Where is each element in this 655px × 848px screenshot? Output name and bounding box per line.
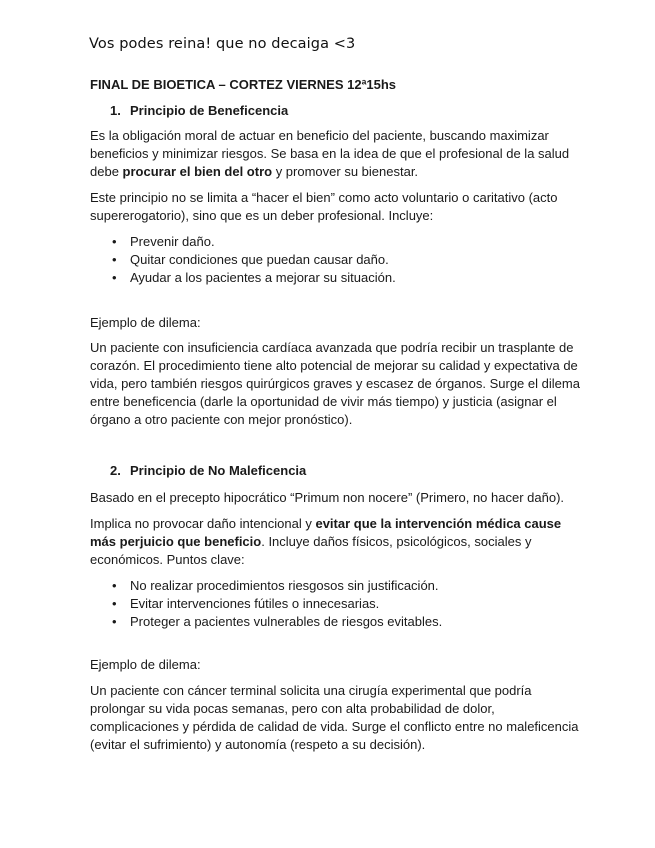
example-label: Ejemplo de dilema: bbox=[90, 315, 201, 330]
section-heading-no-maleficencia bbox=[110, 463, 306, 478]
paragraph-no-maleficencia-definition bbox=[90, 515, 580, 569]
list-item: • Ayudar a los pacientes a mejorar su situación. bbox=[90, 269, 396, 287]
text-run: Es la obligación moral de actuar en beneficio del paciente, buscando maximizar beneficios y minimizar riesgos. Se basa en la idea de que el profesional de la salud debe bbox=[90, 128, 570, 179]
bullet-list-no-maleficencia bbox=[90, 577, 442, 631]
list-item: • Prevenir daño. bbox=[90, 233, 396, 251]
list-item: • Proteger a pacientes vulnerables de riesgos evitables. bbox=[90, 613, 442, 631]
section-number: 1. bbox=[110, 103, 121, 118]
bold-text: procurar el bien del otro bbox=[122, 164, 273, 179]
document-title: FINAL DE BIOETICA – CORTEZ VIERNES 12ª15hs bbox=[90, 77, 397, 92]
list-item: • Evitar intervenciones fútiles o innecesarias. bbox=[90, 595, 442, 613]
list-item: • Quitar condiciones que puedan causar daño. bbox=[90, 251, 396, 269]
section-number: 2. bbox=[110, 463, 121, 478]
paragraph-beneficencia-deber: Este principio no se limita a “hacer el bien” como acto voluntario o caritativo (acto supererogatorio), sino que es un deber profesional. Incluye: bbox=[90, 190, 558, 223]
example-label: Ejemplo de dilema: bbox=[90, 657, 201, 672]
example-beneficencia: Un paciente con insuficiencia cardíaca avanzada que podría recibir un trasplante de corazón. El procedimiento tiene alto potencial de mejorar su calidad y expectativa de vida, pero también riesgos quirúrgicos graves y escasez de órganos. Surge el dilema entre beneficencia (darle la oportunidad de vivir más tiempo) y justicia (asignar el órgano a otro paciente con mejor pronóstico). bbox=[90, 340, 580, 427]
section-title: Principio de No Maleficencia bbox=[130, 463, 307, 478]
header-note: Vos podes reina! que no decaiga <3 bbox=[89, 36, 356, 52]
paragraph-primum-non-nocere: Basado en el precepto hipocrático “Primum non nocere” (Primero, no hacer daño). bbox=[90, 490, 565, 505]
example-no-maleficencia: Un paciente con cáncer terminal solicita una cirugía experimental que podría prolongar su vida pocas semanas, pero con alta probabilidad de dolor, complicaciones y pérdida de calidad de vida. Surge el conflicto entre no maleficencia (evitar el sufrimiento) y autonomía (respeto a su decisión). bbox=[90, 683, 579, 752]
text-run: Implica no provocar daño intencional y bbox=[90, 516, 316, 531]
paragraph-beneficencia-definition bbox=[90, 127, 580, 181]
text-run: y promover su bienestar. bbox=[272, 164, 419, 179]
bold-text: evitar que la intervención médica cause más perjuicio que beneficio bbox=[90, 516, 562, 549]
section-heading-beneficencia bbox=[110, 103, 288, 118]
section-title: Principio de Beneficencia bbox=[130, 103, 289, 118]
bullet-list-beneficencia bbox=[90, 233, 396, 287]
text-run: . Incluye daños físicos, psicológicos, sociales y económicos. Puntos clave: bbox=[90, 534, 532, 567]
list-item: • No realizar procedimientos riesgosos sin justificación. bbox=[90, 577, 442, 595]
